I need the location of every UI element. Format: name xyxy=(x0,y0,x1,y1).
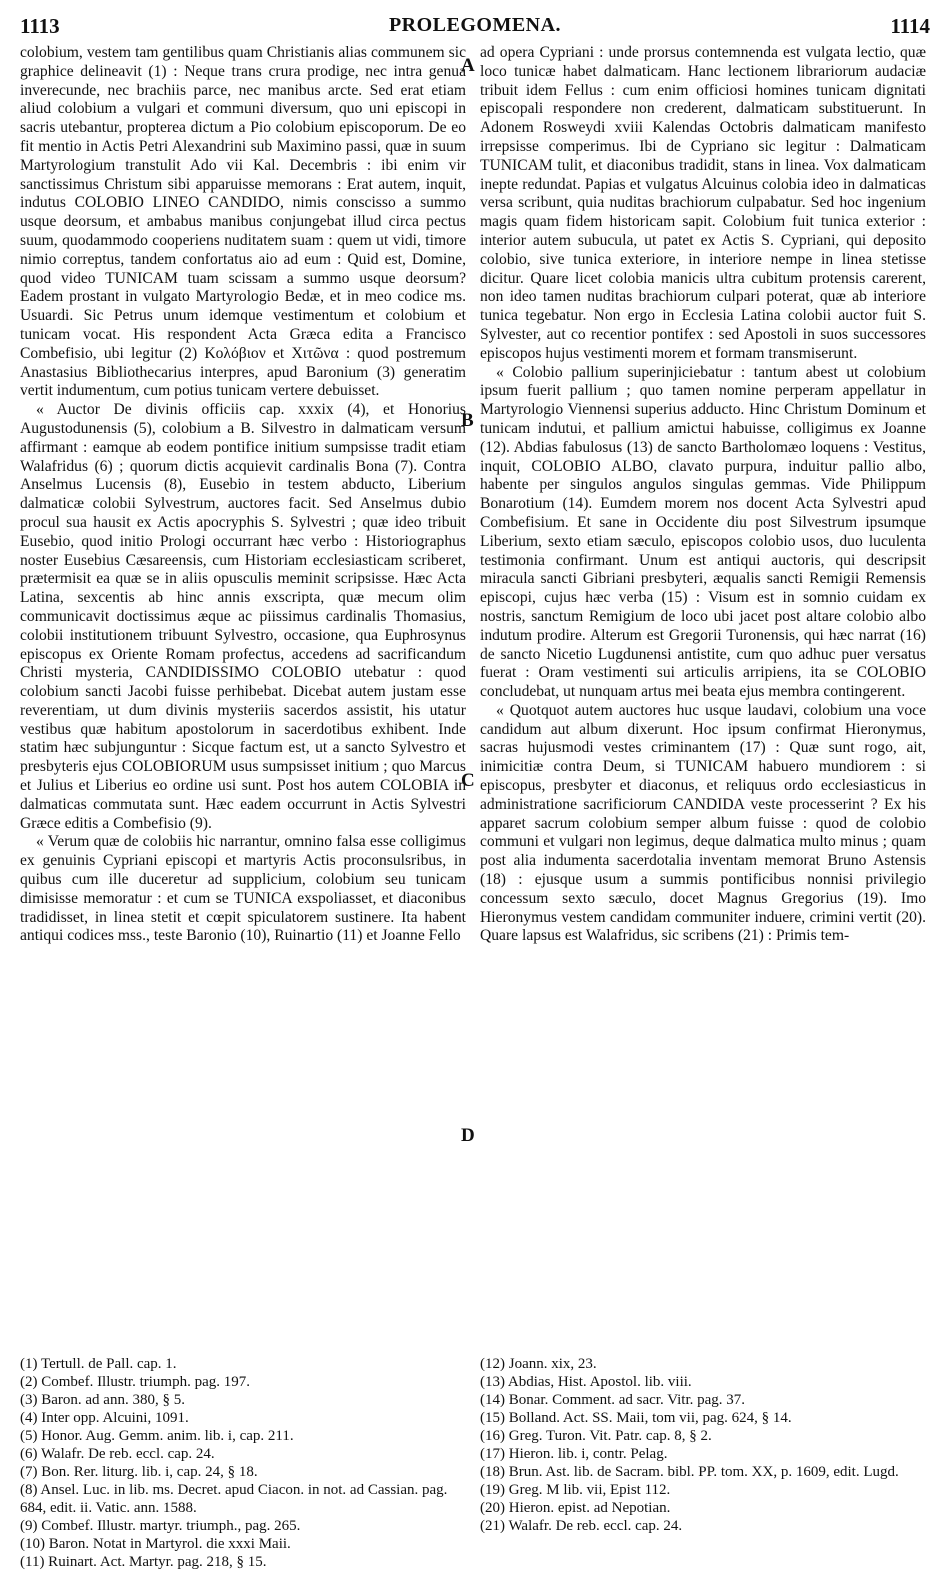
paragraph: « Auctor De divinis officiis cap. xxxix (4), et Honorius Augustodunensis (5), colobium a B. Silvestro in dalmaticam versum affirmant : eamque ab eodem pontifice initium sumpsisse tradit etiam Walafridus (6) ; quorum dictis acquievit cardinalis Bona (7). Contra Anselmus Lucensis (8), Eusebio in testem abducto, Liberium dalmaticæ colobii Sylvestrum, auctores facit. Sed Anselmus dubio procul sua hausit ex Actis apocryphis S. Sylvestri ; quæ ideo tribuit Eusebio, quod initio Prologi occurrant hæc verbo : Historiographus noster Eusebius Cæsareensis, cum Historiam ecclesiasticam scriberet, prætermisit ea quæ se in aliis opusculis meminit scripsisse. Hæc Acta Latina, sexcentis ab hinc annis exscripta, quæ mecum olim communicavit doctissimus æque ac piissimus cardinalis Thomasius, colobii institutionem tribuunt Sylvestro, occasione, qua Euphrosynus episcopus ex Oriente Romam profectus, accedens ad sacrificandum Christi mysteria, CANDIDISSIMO COLOBIO utebatur : quod colobium sancti Jacobi fuisse perhibebat. Dicebat autem justam esse reverentiam, ut dum divinis mysteriis sacerdos assistit, his utatur vestibus quæ habitum apostolorum in sacerdotibus exhibent. Inde statim hæc subjunguntur : Sicque factum est, ut a sancto Sylvestro et presbyteris ejus COLOBIORUM usus sumpsisset initium ; quo Marcus et Julius et Liberius eo ordine usi sunt. Post hos autem COLOBIA in dalmaticas commutata sunt. Hæc eadem occurrunt in Actis Sylvestri Græce editis a Combefisio (9). xyxy=(20,401,466,832)
footnote: (5) Honor. Aug. Gemm. anim. lib. i, cap. 211. xyxy=(20,1428,294,1444)
page-number-left: 1113 xyxy=(20,14,60,38)
footnote: (14) Bonar. Comment. ad sacr. Vitr. pag. 37. xyxy=(480,1392,746,1408)
footnote: (7) Bon. Rer. liturg. lib. i, cap. 24, § 18. xyxy=(20,1464,258,1480)
footnote: (16) Greg. Turon. Vit. Patr. cap. 8, § 2. xyxy=(480,1428,712,1444)
paragraph: « Quotquot autem auctores huc usque laudavi, colobium una voce candidum aut album dixerunt. Hoc ipsum confirmat Hieronymus, sacras hujusmodi vestes criminantem (17) : Quæ sunt rogo, ait, inimicitiæ contra Deum, si TUNICAM habuero mundiorem : si episcopus, presbyter et diaconus, et reliquus ordo ecclesiasticus in administratione sacrificiorum CANDIDA veste processerint ? Ex his apparet sacrum colobium semper album fuisse : quod de colobio communi et vulgari non legimus, deque dalmatica multo minus ; quam post alia indumenta sacerdotalia inventam memorat Bruno Astensis (18) : ejusque usum a summis pontificibus nonnisi privilegio concessum sexto sæculo, docet Magnus Gregorius (19). Imo Hieronymus vestem candidam communiter induere, crimini vertit (20). Quare lapsus est Walafridus, sic scribens (21) : Primis tem- xyxy=(480,701,926,945)
left-column xyxy=(20,44,466,946)
footnote: (3) Baron. ad ann. 380, § 5. xyxy=(20,1392,185,1408)
footnote: (12) Joann. xix, 23. xyxy=(480,1356,597,1372)
footnote: (21) Walafr. De reb. eccl. cap. 24. xyxy=(480,1518,683,1534)
footnote: (20) Hieron. epist. ad Nepotian. xyxy=(480,1500,671,1516)
footnote: (11) Ruinart. Act. Martyr. pag. 218, § 15. xyxy=(20,1554,267,1570)
footnote: (13) Abdias, Hist. Apostol. lib. viii. xyxy=(480,1374,692,1390)
footnote: (6) Walafr. De reb. eccl. cap. 24. xyxy=(20,1446,215,1462)
margin-letter-d: D xyxy=(461,1125,475,1146)
margin-letter-a: A xyxy=(461,55,475,76)
right-column xyxy=(480,44,926,946)
footnote: (1) Tertull. de Pall. cap. 1. xyxy=(20,1356,177,1372)
footnote: (18) Brun. Ast. lib. de Sacram. bibl. PP. tom. XX, p. 1609, edit. Lugd. xyxy=(480,1464,899,1480)
paragraph: ad opera Cypriani : unde prorsus contemnenda est vulgata lectio, quæ loco tunicæ habet dalmaticam. Hanc lectionem librariorum audaciæ tribuit idem Fellus : cum enim officiosi homines tunicam dignitati episcopali respondere non crederent, dalmaticam substituerunt. In Adonem Rosweydi xviii Kalendas Octobris dalmaticam manifesto irrepsisse comperimus. Ibi de Cypriano sic legitur : Dalmaticam TUNICAM tulit, et diaconibus tradidit, stans in linea. Vox dalmaticam inepte redundat. Papias et vulgatus Alcuinus colobia ideo in dalmaticas versa scribunt, quia nuditas brachiorum culpabatur. Sed hoc ingenium magis quam fidem historicam sapit. Colobium fuit tunica exterior : interior autem subucula, ut patet ex Actis S. Cypriani, qui deposito colobio, sive tunica exteriore, in interiore nempe in linea stetisse dicitur. Quare licet colobia manicis ultra cubitum protensis carerent, non ideo tamen nuditas brachiorum culpari poterat, quæ ab interiore tunica tegebatur. Non ergo in Ecclesia Latina colobii auctor fuit S. Sylvester, aut co recentior pontifex : sed Apostoli in suos successores episcopos hujus vestimenti morem et formam transmiserunt. xyxy=(480,44,926,362)
footnote: (2) Combef. Illustr. triumph. pag. 197. xyxy=(20,1374,250,1390)
paragraph: « Colobio pallium superinjiciebatur : tantum abest ut colobium ipsum fuerit pallium ; quo tamen nomine perperam appellatur in Martyrologio Viennensi superius adducto. Hinc Christum Dominum et tunicam indutui, et pallium amictui habuisse, colligimus ex Joanne (12). Abdias fabulosus (13) de sancto Bartholomæo loquens : Vestitus, inquit, COLOBIO ALBO, clavato purpura, induitur pallio albo, habente per singulos angulos singulas gemmas. Vide Philippum Bonarotium (14). Eumdem morem nos docent Acta Sylvestri apud Combefisium. Et sane in Occidente diu post Silvestrum ipsumque Liberium, sexto etiam sæculo, episcopos colobio usos, duo luculenta testimonia confirmant. Unum est antiqui auctoris, qui descripsit miracula sancti Gibriani presbyteri, æqualis sancti Remigii Remensis episcopi, cujus hæc verba (15) : Visum est in somnio cuidam ex nostris, sanctum Remigium de loco ubi jacet post altare colobio albo indutum prodire. Alterum est Gregorii Turonensis, qui hæc narrat (16) de sancto Nicetio Lugdunensi antistite, cum quo adhuc puer versatus fuerat : Oram vestimenti sui articulis arripiens, ita se COLOBIO concludebat, ut nunquam artus mei beata ejus membra contingerent. xyxy=(480,363,926,701)
footnotes-left xyxy=(20,1355,466,1571)
footnotes-right xyxy=(480,1355,926,1535)
page-header xyxy=(20,14,930,44)
footnote: (17) Hieron. lib. i, contr. Pelag. xyxy=(480,1446,668,1462)
running-title: PROLEGOMENA. xyxy=(388,14,562,36)
footnote: (8) Ansel. Luc. in lib. ms. Decret. apud Ciacon. in not. ad Cassian. pag. 684, edit. ii. Vatic. ann. 1588. xyxy=(20,1482,448,1516)
footnote: (4) Inter opp. Alcuini, 1091. xyxy=(20,1410,189,1426)
footnote: (9) Combef. Illustr. martyr. triumph., pag. 265. xyxy=(20,1518,301,1534)
footnote: (19) Greg. M lib. vii, Epist 112. xyxy=(480,1482,671,1498)
page-number-right: 1114 xyxy=(890,14,930,38)
paragraph: colobium, vestem tam gentilibus quam Christianis alias communem sic graphice delineavit (1) : Neque trans crura prodige, nec intra genua inverecunde, nec brachiis parce, nec manibus arcte. Sed erat etiam aliud colobium a vulgari et communi diversum, quo uni episcopi in sacris utebantur, propterea dictum a Pio colobium episcoporum. De eo fit mentio in Actis Petri Alexandrini sub Maximino passi, quæ in suum Martyrologium transtulit Ado vii Kal. Decembris : ibi enim vir sanctissimus Christum sibi apparuisse memorans : Erat autem, inquit, indutus COLOBIO LINEO CANDIDO, nimis conscisso a summo usque deorsum, et ambabus manibus conjungebat illud circa pectus suum, quodammodo cooperiens nuditatem suam : quem ut vidi, timore nimio correptus, tandem confortatus aio ad eum : Quid est, Domine, quod video TUNICAM tuam scissam a summo usque deorsum? Eadem prostant in vulgato Martyrologio Bedæ, et in meo codice ms. Usuardi. Sic Petrus unum idemque vestimentum et colobium et tunicam vocat. His respondent Acta Græca edita a Francisco Combefisio, ubi legitur (2) Κολόβιον et Χιτῶνα : quod postremum Anastasius Bibliothecarius interpres, apud Baronium (3) generatim vertit indumentum, cum potius tunicam vertere debuisset. xyxy=(20,44,466,400)
footnote: (15) Bolland. Act. SS. Maii, tom vii, pag. 624, § 14. xyxy=(480,1410,792,1426)
footnote: (10) Baron. Notat in Martyrol. die xxxi Maii. xyxy=(20,1536,291,1552)
paragraph: « Verum quæ de colobiis hic narrantur, omnino falsa esse colligimus ex genuinis Cypriani episcopi et martyris Actis proconsulsribus, in quibus cum ille duceretur ad supplicium, colobium seu tunicam dimisisse memoratur : et cum se TUNICA exspoliasset, et diaconibus tradidisset, in linea stetit et cœpit spiculatorem sustinere. Ita habent antiqui codices mss., teste Baronio (10), Ruinartio (11) et Joanne Fello xyxy=(20,833,466,945)
margin-letter-c: C xyxy=(461,770,475,791)
margin-letter-b: B xyxy=(461,410,474,431)
